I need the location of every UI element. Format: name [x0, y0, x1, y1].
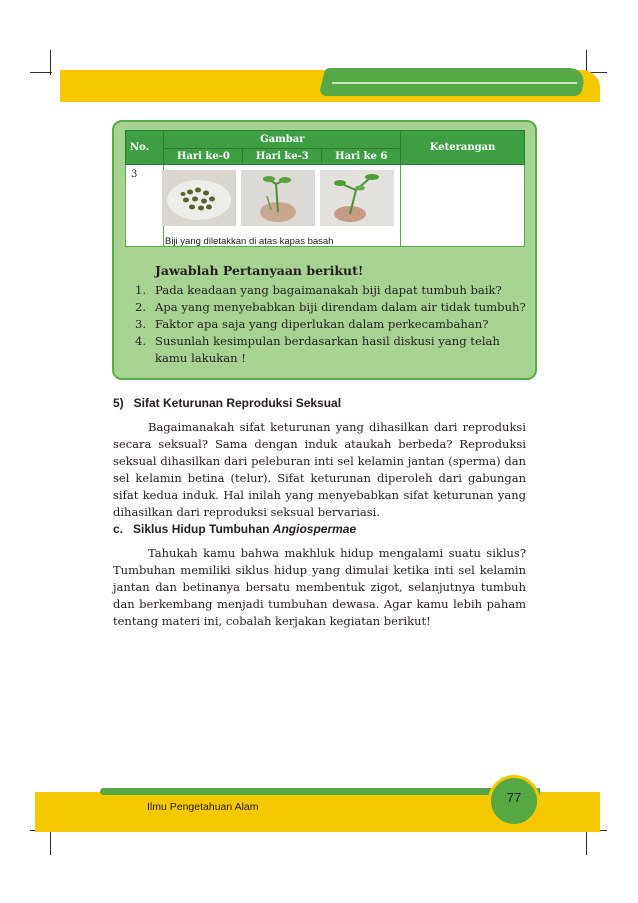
- list-item: [135, 299, 530, 316]
- page-number: 77: [506, 790, 522, 805]
- crop-mark: [50, 830, 51, 855]
- footer-book-title: Ilmu Pengetahuan Alam: [147, 801, 259, 813]
- page-number-badge: [488, 775, 540, 827]
- section-5-paragraph: Bagaimanakah sifat keturunan yang dihasilkan dari reproduksi secara seksual? Sama dengan induk ataukah berbeda? Reproduksi seksual dihasilkan dari peleburan inti sel kelamin jantan (sperma) dan sel kelamin betina (telur). Sifat keturunan diperoleh dari gabungan sifat kedua induk. Hal inilah yang menyebabkan sifat keturunan yang dihasilkan dari reproduksi seksual bervariasi.: [113, 420, 526, 519]
- question-text: Pada keadaan yang bagaimanakah biji dapat tumbuh baik?: [155, 283, 502, 297]
- questions-list: [135, 282, 530, 367]
- keterangan-cell: [401, 165, 525, 247]
- sub-header-day6: Hari ke 6: [322, 149, 401, 165]
- photo-caption: Biji yang diletakkan di atas kapas basah: [165, 236, 334, 247]
- question-number: 2.: [135, 300, 147, 314]
- question-text: Faktor apa saja yang diperlukan dalam perkecambahan?: [155, 317, 489, 331]
- question-text: Apa yang menyebabkan biji direndam dalam air tidak tumbuh?: [155, 300, 526, 314]
- question-number: 1.: [135, 283, 147, 297]
- section-c-heading-prefix: c. Siklus Hidup Tumbuhan: [113, 522, 273, 536]
- section-c-paragraph: Tahukah kamu bahwa makhluk hidup mengalami suatu siklus? Tumbuhan memiliki siklus hidup yang dimulai ketika inti sel kelamin jantan dan betinanya bersatu membentuk zigot, selanjutnya tumbuh dan berkembang menjadi tumbuhan dewasa. Agar kamu lebih paham tentang materi ini, cobalah kerjakan kegiatan berikut!: [113, 546, 526, 628]
- footer-green-strip: [100, 788, 540, 795]
- list-item: [135, 316, 530, 333]
- sprout-photo-day6: [320, 170, 394, 226]
- seed-photo-day0: [162, 170, 236, 226]
- crop-mark: [586, 830, 587, 855]
- crop-mark: [50, 50, 51, 75]
- sub-header-day0: Hari ke-0: [164, 149, 243, 165]
- question-number: 3.: [135, 317, 147, 331]
- section-c-heading: [113, 522, 356, 536]
- questions-title: Jawablah Pertanyaan berikut!: [155, 263, 364, 278]
- section-5-heading: 5) Sifat Keturunan Reproduksi Seksual: [113, 396, 342, 410]
- list-item: [135, 282, 530, 299]
- question-number: 4.: [135, 334, 147, 348]
- question-text: Susunlah kesimpulan berdasarkan hasil diskusi yang telah kamu lakukan !: [155, 334, 500, 365]
- crop-mark: [30, 72, 52, 73]
- list-item: [135, 333, 530, 367]
- sprout-photo-day3: [241, 170, 315, 226]
- header-tab-line: [332, 82, 577, 84]
- row-number: 3: [126, 165, 164, 247]
- section-c-heading-italic: Angiospermae: [272, 522, 357, 536]
- col-gambar-header: Gambar: [164, 131, 401, 149]
- col-no-header: No.: [126, 131, 164, 165]
- col-keterangan-header: Keterangan: [401, 131, 525, 165]
- sub-header-day3: Hari ke-3: [243, 149, 322, 165]
